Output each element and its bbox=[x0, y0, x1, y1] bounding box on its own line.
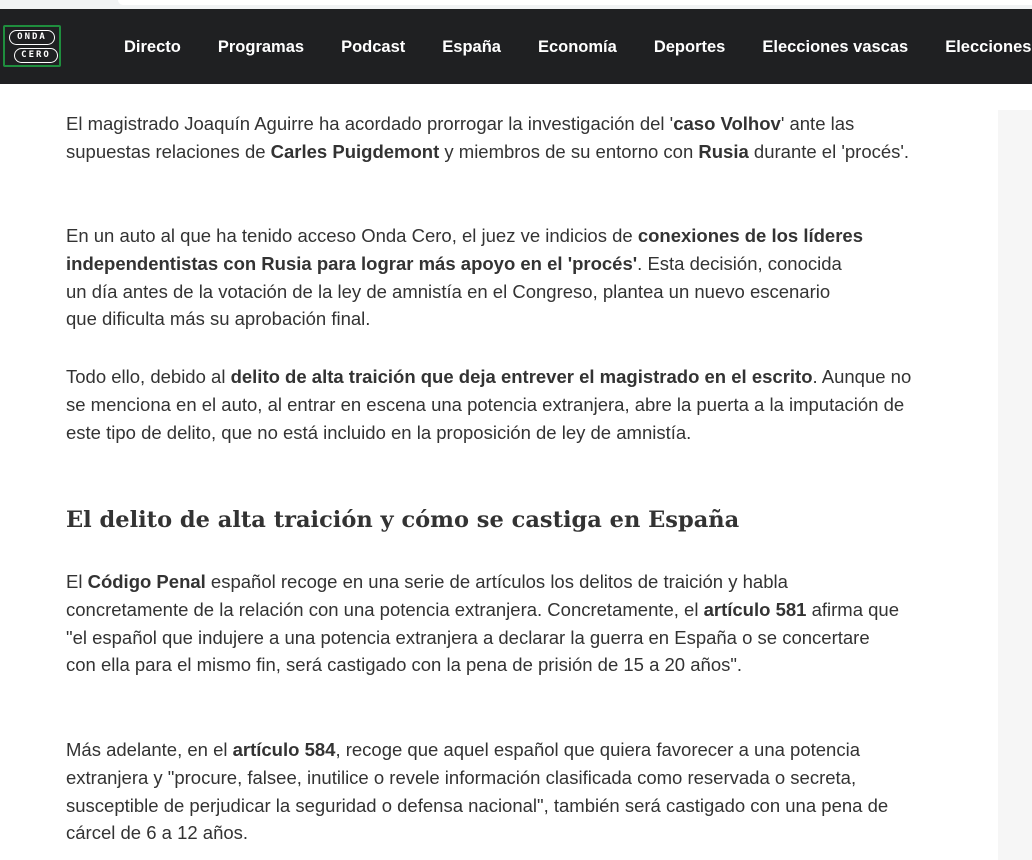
p1-text-3: y miembros de su entorno con bbox=[439, 140, 699, 162]
nav-item-espana[interactable]: España bbox=[442, 38, 501, 56]
p1-text-4: durante el 'procés'. bbox=[748, 140, 910, 162]
p3-text-1: Todo ello, debido al bbox=[66, 366, 231, 387]
nav-item-deportes[interactable]: Deportes bbox=[653, 38, 726, 56]
p4-text-2: español recoge en una serie de artículos los delitos de traición y habla concretamente de la relación con una potencia extranjera. Concretamente, el bbox=[66, 571, 788, 620]
main-nav bbox=[106, 9, 1032, 84]
section-heading: El delito de alta traición y cómo se castiga en España bbox=[66, 507, 740, 533]
onda-cero-logo[interactable] bbox=[3, 25, 61, 67]
logo-text-bottom: CERO bbox=[14, 48, 58, 63]
p1-bold-puigdemont: Carles Puigdemont bbox=[270, 140, 440, 162]
site-navbar bbox=[0, 9, 1032, 84]
logo-text-top: ONDA bbox=[9, 30, 55, 45]
right-sidebar bbox=[998, 110, 1032, 860]
nav-item-economia[interactable]: Economía bbox=[537, 38, 617, 56]
browser-top-strip bbox=[0, 0, 1032, 9]
p3-bold-delito: delito de alta traición que deja entrever el magistrado en el escrito bbox=[230, 366, 813, 387]
paragraph-1 bbox=[66, 110, 916, 166]
paragraph-5 bbox=[66, 736, 916, 847]
p1-bold-caso-volhov: caso Volhov bbox=[673, 113, 781, 134]
nav-item-elecciones-vascas[interactable]: Elecciones vascas bbox=[762, 38, 909, 56]
p5-text-2: , recoge que aquel español que quiera favorecer a una potencia extranjera y "procure, falsee, inutilice o revele información clasificada como reservada o secreta, susceptible de perjudicar la seguridad o defensa nacional", también será castigado con una pena de cárcel de 6 a 12 años. bbox=[66, 739, 889, 844]
p4-text-1: El bbox=[66, 571, 88, 592]
address-bar-edge[interactable] bbox=[118, 0, 1032, 5]
p2-text-1: En un auto al que ha tenido acceso Onda Cero, el juez ve indicios de bbox=[66, 225, 638, 246]
p4-bold-articulo-581: artículo 581 bbox=[703, 598, 807, 620]
p1-bold-rusia: Rusia bbox=[698, 140, 749, 162]
paragraph-4 bbox=[66, 568, 901, 679]
p4-bold-codigo-penal: Código Penal bbox=[87, 571, 206, 592]
nav-item-elecciones[interactable]: Elecciones bbox=[945, 38, 1032, 56]
nav-item-directo[interactable]: Directo bbox=[124, 38, 181, 56]
nav-item-podcast[interactable]: Podcast bbox=[341, 38, 406, 56]
p1-text-1: El magistrado Joaquín Aguirre ha acordado prorrogar la investigación del ' bbox=[66, 113, 674, 134]
p3-text-2: . Aunque no se menciona en el auto, al entrar en escena una potencia extranjera, abre la puerta a la imputación de este tipo de delito, que no está incluido en la proposición de ley de amnistía. bbox=[66, 366, 912, 443]
paragraph-2 bbox=[66, 222, 866, 333]
p5-bold-articulo-584: artículo 584 bbox=[232, 739, 336, 760]
p1-text-2: ' ante las supuestas relaciones de bbox=[66, 113, 855, 162]
nav-item-programas[interactable]: Programas bbox=[217, 38, 305, 56]
p4-text-3: afirma que "el español que indujere a una potencia extranjera a declarar la guerra en España o se concertare con ella para el mismo fin, será castigado con la pena de prisión de 15 a 20 años". bbox=[66, 598, 899, 676]
paragraph-3 bbox=[66, 363, 916, 446]
p2-bold-conexiones: conexiones de los líderes independentistas con Rusia para lograr más apoyo en el 'procés' bbox=[66, 225, 863, 274]
p5-text-1: Más adelante, en el bbox=[66, 739, 233, 760]
p2-text-2: . Esta decisión, conocida un día antes de la votación de la ley de amnistía en el Congreso, plantea un nuevo escenario que dificulta más su aprobación final. bbox=[66, 252, 842, 330]
